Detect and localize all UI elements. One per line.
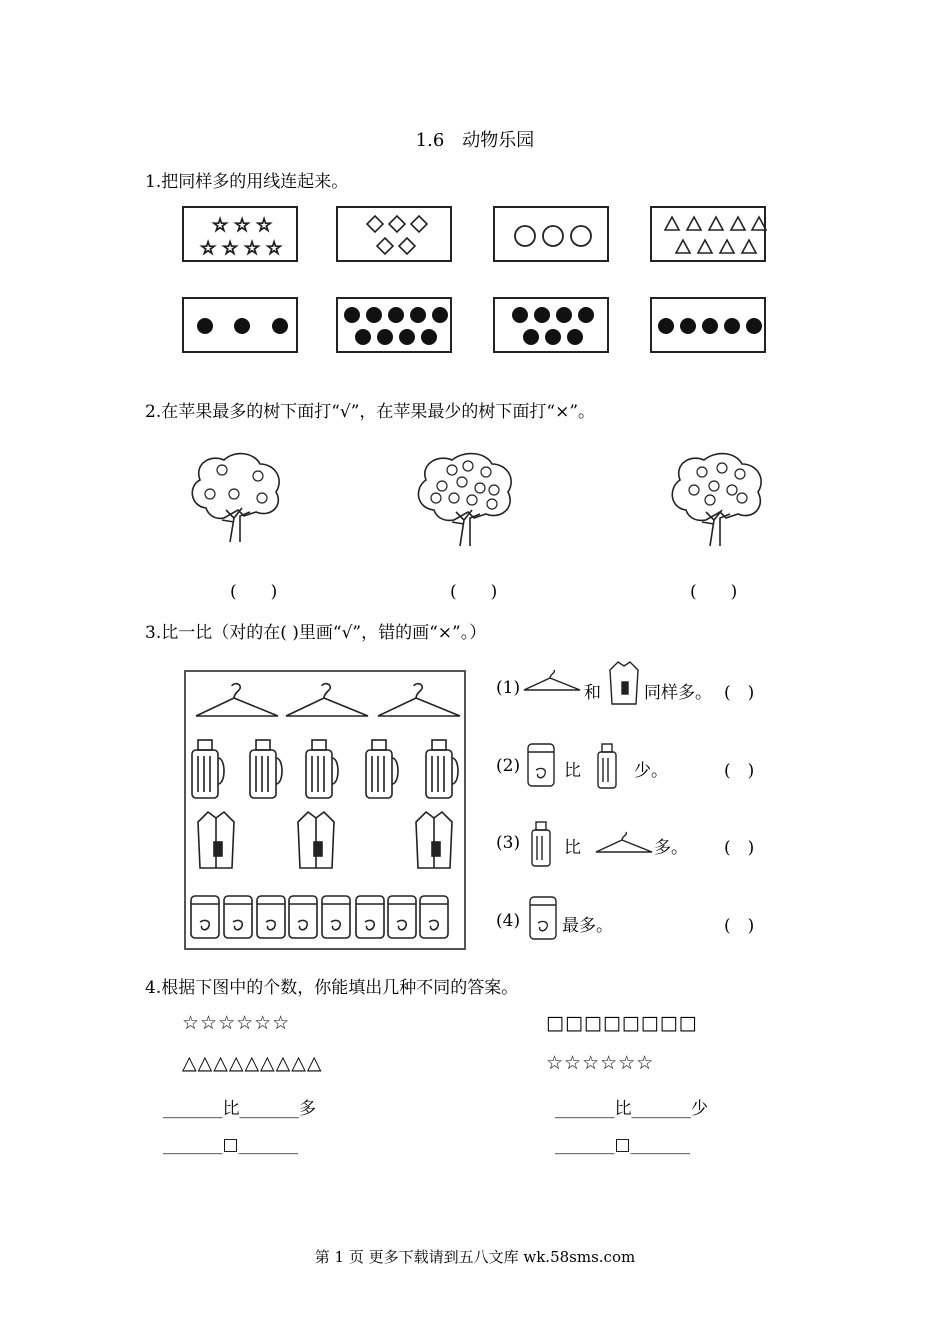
squares-row: □□□□□□□□: [546, 1012, 698, 1034]
hanger-icon: [594, 830, 654, 856]
option-3-text-a: 比: [564, 838, 581, 858]
thermos-icon: [250, 740, 282, 798]
coat-icon: [198, 812, 234, 868]
coat-icon: [416, 812, 452, 868]
cup-icon: [224, 896, 252, 938]
thermos-icon: [366, 740, 398, 798]
apple-tree-icon: [412, 450, 522, 550]
fill-blank-symbol[interactable]: _______□_______: [555, 1135, 691, 1155]
objects-box: [184, 670, 466, 950]
cup-icon: [356, 896, 384, 938]
option-3-number: (3): [496, 833, 521, 853]
svg-text:☆: ☆: [244, 238, 261, 259]
box-dots-3: [182, 297, 298, 353]
stars-row: ☆☆☆☆☆☆: [546, 1052, 655, 1074]
option-4-text-a: 最多。: [562, 916, 613, 936]
dots-icon: [495, 299, 611, 355]
cup-icon: [526, 742, 556, 788]
dots-icon: [338, 299, 454, 355]
question-1: 1.把同样多的用线连起来。: [145, 172, 349, 192]
svg-text:☆: ☆: [234, 215, 251, 236]
answer-paren[interactable]: ( ): [724, 916, 755, 936]
thermos-icon: [426, 740, 458, 798]
option-1-text-a: 和: [584, 683, 601, 703]
box-dots-5: [650, 297, 766, 353]
svg-text:☆: ☆: [222, 238, 239, 259]
fill-blank-compare[interactable]: _______比_______多: [163, 1099, 316, 1119]
stars-icon: [184, 208, 300, 264]
hanger-icon: [522, 668, 582, 694]
answer-paren[interactable]: ( ): [724, 838, 755, 858]
svg-text:☆: ☆: [200, 238, 217, 259]
option-2-text-b: 少。: [634, 761, 668, 781]
apple-tree-icon: [666, 450, 770, 550]
thermos-icon: [306, 740, 338, 798]
answer-paren[interactable]: ( ): [724, 683, 755, 703]
hanger-icon: [286, 684, 368, 716]
cup-icon: [528, 895, 558, 941]
hanger-icon: [378, 684, 460, 716]
answer-paren[interactable]: ( ): [230, 582, 278, 602]
svg-text:☆: ☆: [256, 215, 273, 236]
option-1-number: (1): [496, 678, 521, 698]
objects-illustration: [186, 672, 468, 952]
answer-paren[interactable]: ( ): [690, 582, 738, 602]
diamonds-icon: [338, 208, 454, 264]
page-title: 1.6 动物乐园: [415, 130, 535, 151]
coat-icon: [298, 812, 334, 868]
fill-blank-compare[interactable]: _______比_______少: [555, 1099, 708, 1119]
option-1-text-b: 同样多。: [644, 683, 712, 703]
box-stars: [182, 206, 298, 262]
answer-paren[interactable]: ( ): [724, 761, 755, 781]
cup-icon: [191, 896, 219, 938]
box-dots-7: [493, 297, 609, 353]
question-3: 3.比一比（对的在( )里画“√”，错的画“×”。）: [145, 623, 487, 643]
option-4-number: (4): [496, 911, 521, 931]
triangles-icon: [652, 208, 768, 264]
cup-icon: [388, 896, 416, 938]
thermos-icon: [530, 818, 556, 868]
option-3-text-b: 多。: [654, 838, 688, 858]
question-2: 2.在苹果最多的树下面打“√”，在苹果最少的树下面打“×”。: [145, 402, 596, 422]
cup-icon: [322, 896, 350, 938]
box-diamonds: [336, 206, 452, 262]
dots-icon: [184, 299, 300, 355]
cup-icon: [420, 896, 448, 938]
cup-icon: [257, 896, 285, 938]
dots-icon: [652, 299, 768, 355]
thermos-icon: [596, 740, 622, 790]
svg-text:☆: ☆: [212, 215, 229, 236]
option-2-text-a: 比: [564, 761, 581, 781]
fill-blank-symbol[interactable]: _______□_______: [163, 1135, 299, 1155]
svg-text:☆: ☆: [266, 238, 283, 259]
thermos-icon: [192, 740, 224, 798]
question-4: 4.根据下图中的个数，你能填出几种不同的答案。: [145, 978, 519, 998]
triangles-row: △△△△△△△△△: [182, 1052, 323, 1074]
coat-icon: [606, 660, 642, 706]
page-footer: 第 1 页 更多下载请到五八文库 wk.58sms.com: [314, 1248, 636, 1266]
box-circles: [493, 206, 609, 262]
answer-paren[interactable]: ( ): [450, 582, 498, 602]
circles-icon: [495, 208, 611, 264]
option-2-number: (2): [496, 756, 521, 776]
box-dots-9: [336, 297, 452, 353]
box-triangles: [650, 206, 766, 262]
hanger-icon: [196, 684, 278, 716]
cup-icon: [289, 896, 317, 938]
apple-tree-icon: [186, 450, 286, 548]
stars-row: ☆☆☆☆☆☆: [182, 1012, 291, 1034]
